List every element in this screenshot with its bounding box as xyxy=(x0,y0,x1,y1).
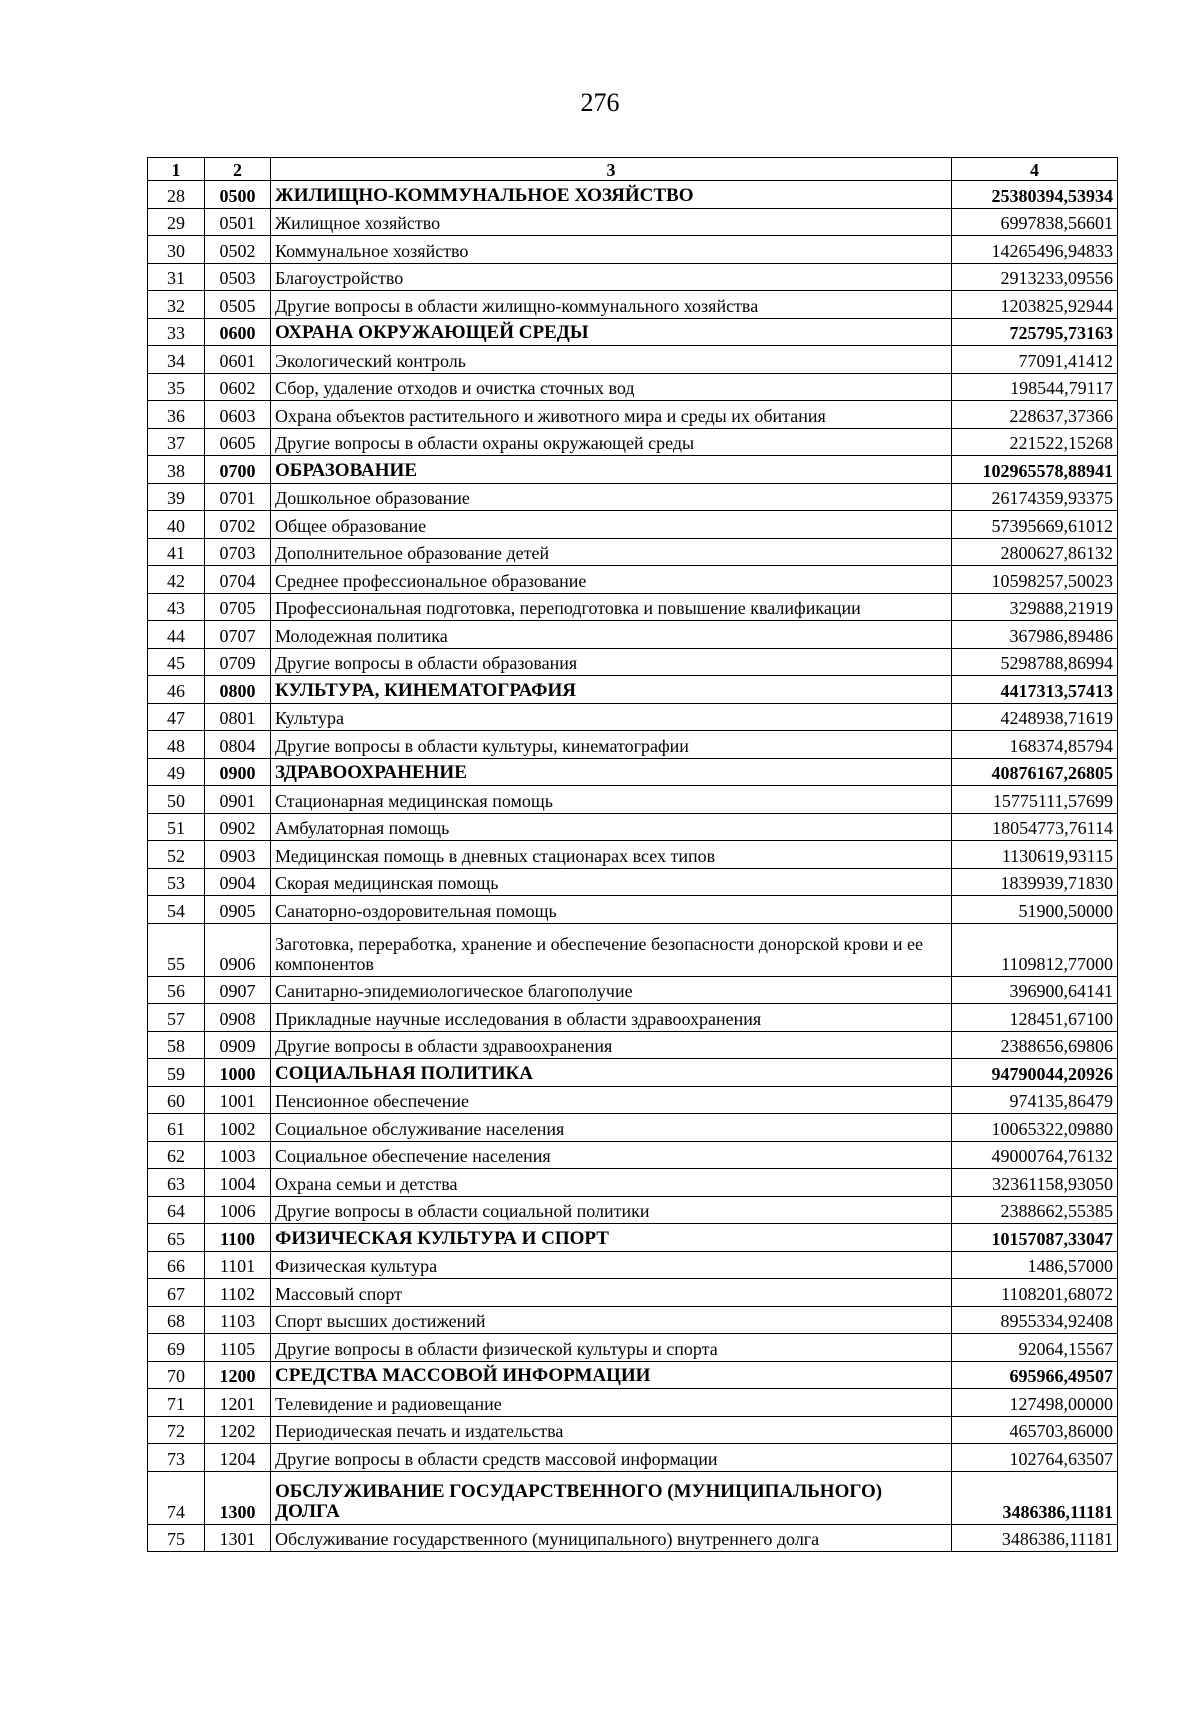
header-col-3: 3 xyxy=(271,158,952,181)
row-code: 0700 xyxy=(205,456,271,484)
row-code: 0908 xyxy=(205,1004,271,1032)
row-number: 64 xyxy=(148,1196,205,1224)
table-row xyxy=(148,1416,1118,1444)
row-number: 32 xyxy=(148,291,205,319)
row-number: 61 xyxy=(148,1114,205,1142)
row-number: 56 xyxy=(148,976,205,1004)
row-number: 63 xyxy=(148,1169,205,1197)
row-code: 0503 xyxy=(205,263,271,291)
table-row xyxy=(148,1279,1118,1307)
row-number: 74 xyxy=(148,1471,205,1524)
header-col-4: 4 xyxy=(952,158,1118,181)
row-name: Санитарно-эпидемиологическое благополучие xyxy=(271,976,952,1004)
row-amount: 1486,57000 xyxy=(952,1251,1118,1279)
row-name: Другие вопросы в области культуры, кинематографии xyxy=(271,731,952,759)
table-row xyxy=(148,731,1118,759)
row-number: 60 xyxy=(148,1086,205,1114)
table-row xyxy=(148,1004,1118,1032)
row-number: 67 xyxy=(148,1279,205,1307)
row-code: 1001 xyxy=(205,1086,271,1114)
row-number: 36 xyxy=(148,401,205,429)
row-amount: 725795,73163 xyxy=(952,318,1118,346)
row-amount: 6997838,56601 xyxy=(952,208,1118,236)
header-col-2: 2 xyxy=(205,158,271,181)
row-code: 0501 xyxy=(205,208,271,236)
row-amount: 4248938,71619 xyxy=(952,703,1118,731)
row-amount: 8955334,92408 xyxy=(952,1306,1118,1334)
row-number: 59 xyxy=(148,1059,205,1087)
table-row xyxy=(148,648,1118,676)
row-code: 0602 xyxy=(205,373,271,401)
row-code: 0905 xyxy=(205,896,271,924)
section-row xyxy=(148,318,1118,346)
row-number: 75 xyxy=(148,1524,205,1552)
table-row xyxy=(148,841,1118,869)
row-number: 72 xyxy=(148,1416,205,1444)
row-code: 1002 xyxy=(205,1114,271,1142)
row-name: Социальное обслуживание населения xyxy=(271,1114,952,1142)
table-row xyxy=(148,621,1118,649)
row-name: Стационарная медицинская помощь xyxy=(271,786,952,814)
row-amount: 329888,21919 xyxy=(952,593,1118,621)
row-code: 0902 xyxy=(205,813,271,841)
table-row xyxy=(148,373,1118,401)
row-code: 1301 xyxy=(205,1524,271,1552)
row-number: 47 xyxy=(148,703,205,731)
row-code: 0906 xyxy=(205,923,271,976)
row-amount: 221522,15268 xyxy=(952,428,1118,456)
row-code: 0909 xyxy=(205,1031,271,1059)
row-name: Массовый спорт xyxy=(271,1279,952,1307)
row-code: 0502 xyxy=(205,236,271,264)
row-name: Скорая медицинская помощь xyxy=(271,868,952,896)
row-code: 1201 xyxy=(205,1389,271,1417)
row-amount: 77091,41412 xyxy=(952,346,1118,374)
row-amount: 51900,50000 xyxy=(952,896,1118,924)
row-number: 70 xyxy=(148,1361,205,1389)
row-number: 71 xyxy=(148,1389,205,1417)
row-number: 43 xyxy=(148,593,205,621)
row-code: 1103 xyxy=(205,1306,271,1334)
row-name: Социальное обеспечение населения xyxy=(271,1141,952,1169)
row-name: Охрана семьи и детства xyxy=(271,1169,952,1197)
row-code: 0600 xyxy=(205,318,271,346)
row-number: 38 xyxy=(148,456,205,484)
table-row xyxy=(148,1141,1118,1169)
table-row xyxy=(148,868,1118,896)
row-amount: 2913233,09556 xyxy=(952,263,1118,291)
table-row xyxy=(148,813,1118,841)
row-amount: 2388656,69806 xyxy=(952,1031,1118,1059)
row-name: Профессиональная подготовка, переподготовка и повышение квалификации xyxy=(271,593,952,621)
row-code: 1004 xyxy=(205,1169,271,1197)
row-number: 45 xyxy=(148,648,205,676)
table-row xyxy=(148,1086,1118,1114)
row-amount: 25380394,53934 xyxy=(952,181,1118,209)
row-number: 31 xyxy=(148,263,205,291)
row-name: Другие вопросы в области жилищно-коммунального хозяйства xyxy=(271,291,952,319)
row-code: 0500 xyxy=(205,181,271,209)
row-name: Другие вопросы в области здравоохранения xyxy=(271,1031,952,1059)
row-name: Общее образование xyxy=(271,511,952,539)
section-row xyxy=(148,1471,1118,1524)
table-row xyxy=(148,976,1118,1004)
row-number: 35 xyxy=(148,373,205,401)
table-row xyxy=(148,786,1118,814)
row-number: 40 xyxy=(148,511,205,539)
row-amount: 57395669,61012 xyxy=(952,511,1118,539)
row-code: 0505 xyxy=(205,291,271,319)
row-name: СОЦИАЛЬНАЯ ПОЛИТИКА xyxy=(271,1059,952,1087)
row-amount: 3486386,11181 xyxy=(952,1471,1118,1524)
row-code: 0605 xyxy=(205,428,271,456)
row-code: 0800 xyxy=(205,676,271,704)
row-code: 1003 xyxy=(205,1141,271,1169)
row-amount: 102764,63507 xyxy=(952,1444,1118,1472)
table-row xyxy=(148,401,1118,429)
row-code: 0705 xyxy=(205,593,271,621)
row-amount: 10598257,50023 xyxy=(952,566,1118,594)
row-name: Благоустройство xyxy=(271,263,952,291)
row-amount: 465703,86000 xyxy=(952,1416,1118,1444)
row-name: Коммунальное хозяйство xyxy=(271,236,952,264)
row-name: Санаторно-оздоровительная помощь xyxy=(271,896,952,924)
row-code: 0603 xyxy=(205,401,271,429)
table-row xyxy=(148,593,1118,621)
row-code: 1202 xyxy=(205,1416,271,1444)
row-name: ОБРАЗОВАНИЕ xyxy=(271,456,952,484)
row-number: 28 xyxy=(148,181,205,209)
row-amount: 1109812,77000 xyxy=(952,923,1118,976)
row-code: 0707 xyxy=(205,621,271,649)
row-code: 1105 xyxy=(205,1334,271,1362)
row-amount: 15775111,57699 xyxy=(952,786,1118,814)
row-code: 0904 xyxy=(205,868,271,896)
row-name: ЖИЛИЩНО-КОММУНАЛЬНОЕ ХОЗЯЙСТВО xyxy=(271,181,952,209)
row-amount: 32361158,93050 xyxy=(952,1169,1118,1197)
page-number: 276 xyxy=(580,88,620,117)
row-code: 1200 xyxy=(205,1361,271,1389)
table-row xyxy=(148,923,1118,976)
row-name: Спорт высших достижений xyxy=(271,1306,952,1334)
row-number: 50 xyxy=(148,786,205,814)
row-name: Медицинская помощь в дневных стационарах всех типов xyxy=(271,841,952,869)
row-number: 49 xyxy=(148,758,205,786)
table-row xyxy=(148,208,1118,236)
row-code: 1101 xyxy=(205,1251,271,1279)
table-row xyxy=(148,1251,1118,1279)
row-name: Заготовка, переработка, хранение и обеспечение безопасности донорской крови и ее компонентов xyxy=(271,923,952,976)
row-name: Жилищное хозяйство xyxy=(271,208,952,236)
row-name: Другие вопросы в области образования xyxy=(271,648,952,676)
row-number: 73 xyxy=(148,1444,205,1472)
row-amount: 102965578,88941 xyxy=(952,456,1118,484)
row-number: 34 xyxy=(148,346,205,374)
row-number: 30 xyxy=(148,236,205,264)
row-name: Другие вопросы в области средств массовой информации xyxy=(271,1444,952,1472)
row-amount: 2388662,55385 xyxy=(952,1196,1118,1224)
table-row xyxy=(148,1444,1118,1472)
row-name: Пенсионное обеспечение xyxy=(271,1086,952,1114)
row-code: 0801 xyxy=(205,703,271,731)
section-row xyxy=(148,456,1118,484)
table-header-row xyxy=(148,158,1118,181)
section-row xyxy=(148,676,1118,704)
row-amount: 14265496,94833 xyxy=(952,236,1118,264)
row-amount: 26174359,93375 xyxy=(952,483,1118,511)
section-row xyxy=(148,1361,1118,1389)
table-row xyxy=(148,511,1118,539)
section-row xyxy=(148,1224,1118,1252)
row-name: ОБСЛУЖИВАНИЕ ГОСУДАРСТВЕННОГО (МУНИЦИПАЛЬНОГО) ДОЛГА xyxy=(271,1471,952,1524)
row-number: 68 xyxy=(148,1306,205,1334)
section-row xyxy=(148,758,1118,786)
row-name: Экологический контроль xyxy=(271,346,952,374)
row-code: 0701 xyxy=(205,483,271,511)
row-name: СРЕДСТВА МАССОВОЙ ИНФОРМАЦИИ xyxy=(271,1361,952,1389)
table-row xyxy=(148,703,1118,731)
row-name: Другие вопросы в области физической культуры и спорта xyxy=(271,1334,952,1362)
table-row xyxy=(148,263,1118,291)
row-amount: 10065322,09880 xyxy=(952,1114,1118,1142)
row-code: 1102 xyxy=(205,1279,271,1307)
row-code: 0601 xyxy=(205,346,271,374)
table-row xyxy=(148,1524,1118,1552)
row-amount: 128451,67100 xyxy=(952,1004,1118,1032)
row-amount: 168374,85794 xyxy=(952,731,1118,759)
row-number: 53 xyxy=(148,868,205,896)
row-name: КУЛЬТУРА, КИНЕМАТОГРАФИЯ xyxy=(271,676,952,704)
row-number: 55 xyxy=(148,923,205,976)
row-code: 0900 xyxy=(205,758,271,786)
row-name: Прикладные научные исследования в области здравоохранения xyxy=(271,1004,952,1032)
row-name: Периодическая печать и издательства xyxy=(271,1416,952,1444)
table-row xyxy=(148,1334,1118,1362)
table-row xyxy=(148,538,1118,566)
row-code: 0804 xyxy=(205,731,271,759)
row-number: 33 xyxy=(148,318,205,346)
row-number: 69 xyxy=(148,1334,205,1362)
row-name: Другие вопросы в области социальной политики xyxy=(271,1196,952,1224)
row-name: Сбор, удаление отходов и очистка сточных вод xyxy=(271,373,952,401)
row-amount: 10157087,33047 xyxy=(952,1224,1118,1252)
table-body xyxy=(148,181,1118,1552)
row-number: 51 xyxy=(148,813,205,841)
row-number: 42 xyxy=(148,566,205,594)
row-amount: 396900,64141 xyxy=(952,976,1118,1004)
row-amount: 695966,49507 xyxy=(952,1361,1118,1389)
row-name: Дополнительное образование детей xyxy=(271,538,952,566)
table-row xyxy=(148,1306,1118,1334)
row-name: Обслуживание государственного (муниципального) внутреннего долга xyxy=(271,1524,952,1552)
row-code: 0703 xyxy=(205,538,271,566)
row-code: 0702 xyxy=(205,511,271,539)
table-row xyxy=(148,428,1118,456)
row-amount: 1130619,93115 xyxy=(952,841,1118,869)
row-name: Амбулаторная помощь xyxy=(271,813,952,841)
row-amount: 2800627,86132 xyxy=(952,538,1118,566)
row-name: Телевидение и радиовещание xyxy=(271,1389,952,1417)
row-name: ОХРАНА ОКРУЖАЮЩЕЙ СРЕДЫ xyxy=(271,318,952,346)
table-row xyxy=(148,1389,1118,1417)
row-code: 1006 xyxy=(205,1196,271,1224)
row-amount: 4417313,57413 xyxy=(952,676,1118,704)
row-amount: 1203825,92944 xyxy=(952,291,1118,319)
row-number: 44 xyxy=(148,621,205,649)
row-amount: 198544,79117 xyxy=(952,373,1118,401)
table-row xyxy=(148,1169,1118,1197)
row-code: 1204 xyxy=(205,1444,271,1472)
row-name: Молодежная политика xyxy=(271,621,952,649)
section-row xyxy=(148,181,1118,209)
row-code: 0704 xyxy=(205,566,271,594)
table-row xyxy=(148,236,1118,264)
row-name: Физическая культура xyxy=(271,1251,952,1279)
table-row xyxy=(148,346,1118,374)
row-amount: 367986,89486 xyxy=(952,621,1118,649)
table-row xyxy=(148,1114,1118,1142)
row-number: 52 xyxy=(148,841,205,869)
table-row xyxy=(148,291,1118,319)
row-number: 48 xyxy=(148,731,205,759)
row-number: 54 xyxy=(148,896,205,924)
section-row xyxy=(148,1059,1118,1087)
budget-table xyxy=(147,157,1118,1552)
table-row xyxy=(148,483,1118,511)
row-number: 66 xyxy=(148,1251,205,1279)
row-number: 37 xyxy=(148,428,205,456)
row-number: 58 xyxy=(148,1031,205,1059)
table-row xyxy=(148,566,1118,594)
row-number: 29 xyxy=(148,208,205,236)
row-number: 62 xyxy=(148,1141,205,1169)
row-amount: 94790044,20926 xyxy=(952,1059,1118,1087)
row-amount: 49000764,76132 xyxy=(952,1141,1118,1169)
row-amount: 1839939,71830 xyxy=(952,868,1118,896)
row-code: 1000 xyxy=(205,1059,271,1087)
row-code: 0907 xyxy=(205,976,271,1004)
row-amount: 92064,15567 xyxy=(952,1334,1118,1362)
row-number: 41 xyxy=(148,538,205,566)
row-number: 46 xyxy=(148,676,205,704)
row-name: ФИЗИЧЕСКАЯ КУЛЬТУРА И СПОРТ xyxy=(271,1224,952,1252)
row-code: 0903 xyxy=(205,841,271,869)
table-row xyxy=(148,1031,1118,1059)
row-number: 57 xyxy=(148,1004,205,1032)
row-name: Дошкольное образование xyxy=(271,483,952,511)
header-col-1: 1 xyxy=(148,158,205,181)
row-code: 1100 xyxy=(205,1224,271,1252)
row-amount: 1108201,68072 xyxy=(952,1279,1118,1307)
row-code: 1300 xyxy=(205,1471,271,1524)
row-amount: 228637,37366 xyxy=(952,401,1118,429)
table-row xyxy=(148,896,1118,924)
row-code: 0709 xyxy=(205,648,271,676)
row-amount: 40876167,26805 xyxy=(952,758,1118,786)
row-amount: 3486386,11181 xyxy=(952,1524,1118,1552)
row-number: 65 xyxy=(148,1224,205,1252)
row-amount: 127498,00000 xyxy=(952,1389,1118,1417)
row-amount: 5298788,86994 xyxy=(952,648,1118,676)
row-amount: 974135,86479 xyxy=(952,1086,1118,1114)
row-code: 0901 xyxy=(205,786,271,814)
row-amount: 18054773,76114 xyxy=(952,813,1118,841)
row-name: Охрана объектов растительного и животного мира и среды их обитания xyxy=(271,401,952,429)
row-number: 39 xyxy=(148,483,205,511)
row-name: Культура xyxy=(271,703,952,731)
row-name: Другие вопросы в области охраны окружающей среды xyxy=(271,428,952,456)
row-name: Среднее профессиональное образование xyxy=(271,566,952,594)
row-name: ЗДРАВООХРАНЕНИЕ xyxy=(271,758,952,786)
table-row xyxy=(148,1196,1118,1224)
